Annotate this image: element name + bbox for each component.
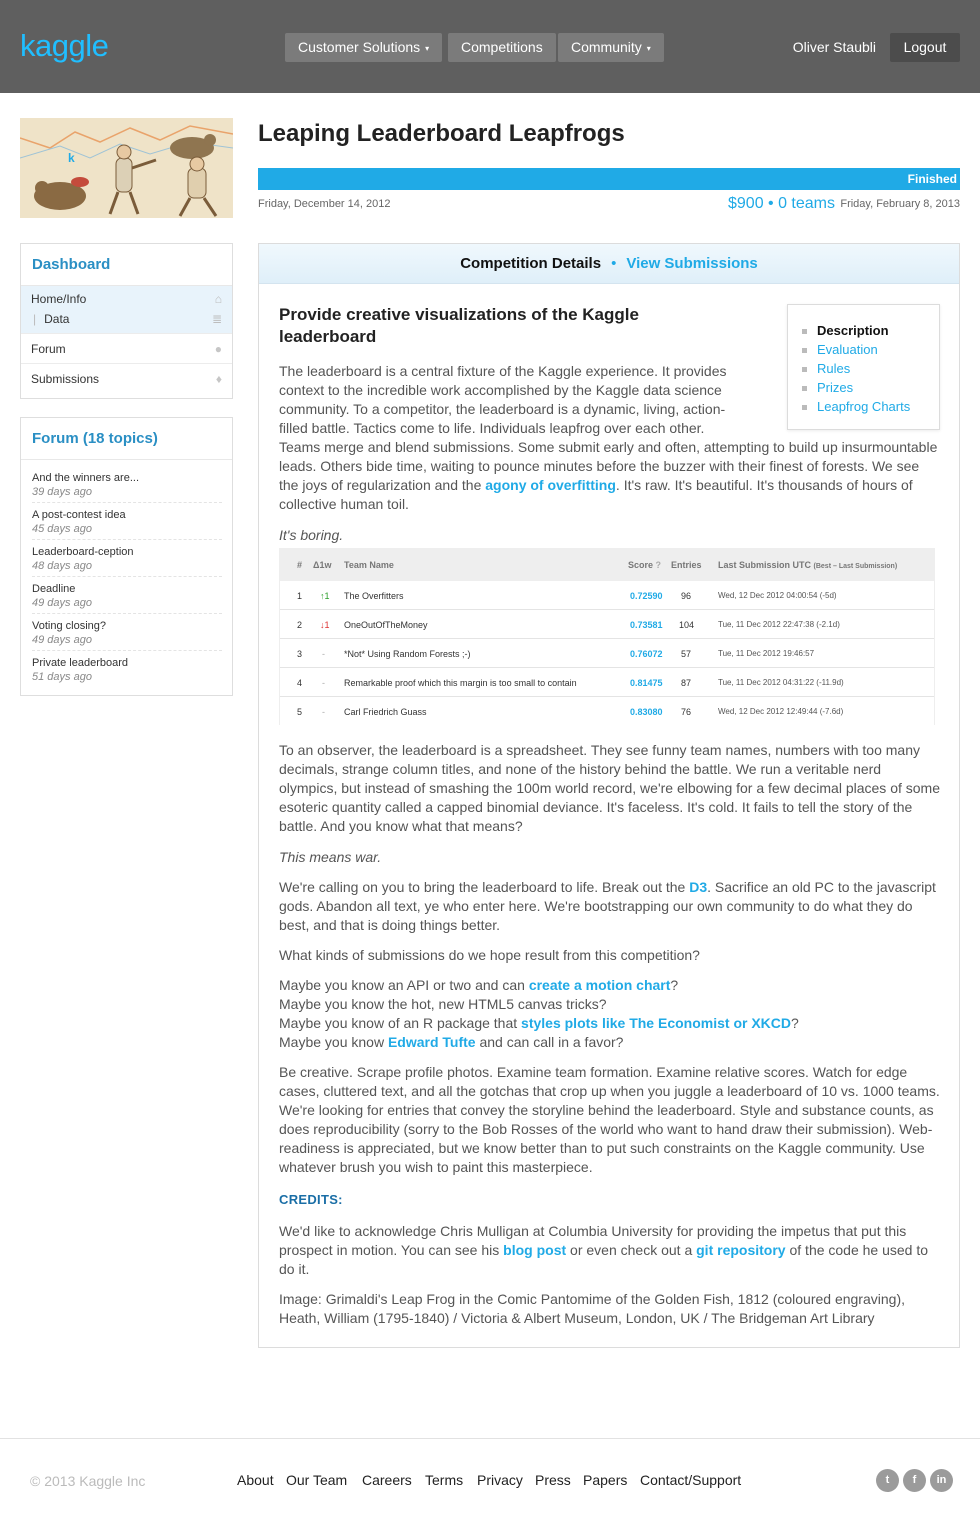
cell-last-submission: Tue, 11 Dec 2012 19:46:57 — [718, 649, 815, 658]
paragraph-observer: To an observer, the leaderboard is a spreadsheet. They see funny team names, numbers with too many decimals, strange column titles, and none of the history behind the battle. We run a veritable nerd olympics, but instead of smashing the 100m world record, we're elbowing for a few decimal places of some esoteric quantity called a capped binomial deviance. It's faceless. It's cold. It fails to tell the story of the battle. And you know what that means? — [279, 742, 940, 834]
forum-link[interactable] — [21, 334, 232, 364]
paragraph-be-creative: Be creative. Scrape profile photos. Examine team formation. Examine relative scores. Watch for edge cases, cluttered text, and all the gotchas that crop up when you juggle a leaderboard of 10 vs. 1000 teams. We're looking for entries that convey the storyline behind the leaderboard. Style and substance counts, as does reproducibility (sorry to the Bob Rosses of the world who want to hand draw their submission). Web-readiness is appreciated, but we know better than to put such constraints on the Kaggle community. Use whatever brush you wish to paint this masterpiece. — [279, 1064, 940, 1175]
cell-team: *Not* Using Random Forests ;-) — [344, 649, 471, 659]
forum-topic[interactable] — [32, 540, 222, 577]
cell-team: OneOutOfTheMoney — [344, 620, 428, 630]
maybe-line: Maybe you know of an R package that styles plots like The Economist or XKCD? — [279, 1015, 799, 1031]
cell-entries: 57 — [681, 649, 692, 659]
competition-title: Leaping Leaderboard Leapfrogs — [258, 120, 625, 147]
leaderboard-row — [280, 581, 934, 610]
panel-tabs — [259, 244, 959, 284]
topic-title[interactable]: Private leaderboard — [32, 657, 129, 669]
cell-last-submission: Tue, 11 Dec 2012 04:31:22 (-11.9d) — [718, 678, 844, 687]
forum-topic[interactable] — [32, 651, 222, 688]
d3-link[interactable]: D3 — [689, 879, 708, 895]
topic-age: 39 days ago — [32, 486, 92, 498]
toc-item-description[interactable] — [802, 321, 939, 340]
prize-teams-summary[interactable]: $900 • 0 teams — [728, 195, 835, 212]
topic-title[interactable]: Leaderboard-ception — [32, 546, 134, 558]
paragraph-text: . It's raw. It's beautiful. It's thousands of hours of collective human toil. — [279, 477, 913, 512]
bullet-icon — [802, 348, 807, 353]
cell-rank: 5 — [297, 707, 303, 717]
credits-heading — [279, 1190, 941, 1209]
maybe-list — [279, 976, 941, 1052]
help-icon: ? — [655, 560, 662, 570]
cell-delta: ↓1 — [320, 620, 330, 630]
linkedin-icon[interactable]: in — [930, 1469, 953, 1492]
toc-item-evaluation[interactable] — [802, 340, 939, 359]
forum-topic[interactable] — [32, 577, 222, 614]
maybe-line: Maybe you know an API or two and can create a motion chart? — [279, 977, 679, 993]
maybe-line: Maybe you know the hot, new HTML5 canvas tricks? — [279, 996, 607, 1012]
topic-title[interactable]: Voting closing? — [32, 620, 106, 632]
cell-team: Remarkable proof which this margin is too small to contain — [344, 678, 577, 688]
cell-score: 0.72590 — [630, 591, 663, 601]
cell-entries: 104 — [679, 620, 695, 630]
nav-customer-solutions[interactable] — [285, 33, 442, 62]
forum-topic-list — [21, 460, 232, 688]
paragraph-leaderboard-intro — [279, 362, 941, 514]
cell-last-submission: Wed, 12 Dec 2012 12:49:44 (-7.6d) — [718, 707, 844, 716]
cell-rank: 3 — [297, 649, 303, 659]
cell-team: The Overfitters — [344, 591, 404, 601]
cell-entries: 96 — [681, 591, 692, 601]
cell-delta: ↑1 — [320, 591, 330, 601]
paragraph-text: . Sacrifice an old PC to the javascript gods. Abandon all text, ye who enter here. We're bootstrapping our own community to do what they do best, and that is doing things better. — [279, 879, 936, 933]
forum-panel — [20, 417, 233, 696]
lightbulb-icon: ♦ — [215, 372, 222, 386]
forum-topic[interactable] — [32, 503, 222, 540]
topic-age: 49 days ago — [32, 597, 92, 609]
kaggle-logo[interactable]: kaggle — [20, 28, 109, 63]
toc-label: Evaluation — [817, 342, 878, 357]
topic-age: 49 days ago — [32, 634, 92, 646]
paragraph-acknowledgement: We'd like to acknowledge Chris Mulligan at Columbia University for providing the impetus that put this prospect in motion. You can see his blog post or even check out a git repository of the code he used to do it. — [279, 1223, 929, 1277]
paragraph-question: What kinds of submissions do we hope result from this competition? — [279, 947, 700, 963]
leaderboard-screenshot — [279, 548, 935, 725]
footer-link-privacy[interactable]: Privacy — [477, 1472, 523, 1488]
forum-title[interactable]: Forum (18 topics) — [21, 418, 232, 460]
competition-progress-bar — [258, 168, 960, 190]
credits-label: CREDITS: — [279, 1192, 343, 1207]
footer-link-press[interactable]: Press — [535, 1472, 571, 1488]
header-entries: Entries — [671, 560, 702, 570]
header-rank: # — [297, 560, 303, 570]
toc-label: Rules — [817, 361, 851, 376]
agony-of-overfitting-link[interactable]: agony of overfitting — [485, 477, 616, 493]
header-team: Team Name — [344, 560, 394, 570]
cell-delta: - — [322, 707, 325, 717]
cell-delta: - — [322, 678, 325, 688]
database-icon: ≣ — [211, 312, 222, 326]
cell-rank: 1 — [297, 591, 303, 601]
cell-delta: - — [322, 649, 325, 659]
cell-rank: 2 — [297, 620, 303, 630]
copyright-text: © 2013 Kaggle Inc — [30, 1473, 146, 1489]
cell-last-submission: Tue, 11 Dec 2012 22:47:38 (-2.1d) — [718, 620, 840, 629]
topic-age: 48 days ago — [32, 560, 92, 572]
edward-tufte-link[interactable]: Edward Tufte — [387, 1034, 476, 1050]
submissions-link[interactable] — [21, 364, 232, 394]
forum-topic[interactable] — [32, 466, 222, 503]
header-last-submission: Last Submission UTC (Best – Last Submission) — [718, 560, 898, 570]
data-label: Data — [44, 312, 70, 326]
economist-xkcd-link[interactable]: styles plots like The Economist or XKCD — [521, 1015, 791, 1031]
paragraph-text: The leaderboard is a central fixture of the Kaggle experience. It provides context to the incredible work accomplished by the Kaggle data science community. To a competitor, the leaderboard is a dynamic, living, action-filled battle. Tactics come to life. Individuals leapfrog over each other. Teams merge and blend submissions. Some submit early and often, attempting to build up insurmountable leads. Others bide time, waiting to pounce minutes before the buzzer with their finest of forests. We see the joys of regularization and the — [279, 363, 938, 493]
caret-down-icon: ▾ — [646, 43, 651, 53]
topic-title[interactable]: And the winners are... — [32, 472, 140, 484]
competition-details-panel — [258, 243, 960, 1348]
nav-label: Community — [571, 39, 642, 55]
competition-banner-image — [20, 118, 233, 218]
header-score: Score ? — [628, 560, 662, 570]
topic-title[interactable]: A post-contest idea — [32, 509, 126, 521]
header-delta: Δ1w — [313, 560, 332, 570]
toc-label: Description — [817, 323, 889, 338]
paragraph-text: We're calling on you to bring the leaderboard to life. Break out the — [279, 879, 690, 895]
footer-link-careers[interactable]: Careers — [362, 1472, 412, 1488]
article-heading: Provide creative visualizations of the Kaggle leaderboard — [279, 305, 639, 346]
leaderboard-row — [280, 668, 934, 697]
dashboard-home-group — [21, 286, 232, 334]
forum-label: Forum — [31, 342, 66, 356]
bullet-icon — [802, 329, 807, 334]
create-motion-chart-link[interactable]: create a motion chart — [528, 977, 671, 993]
dashboard-panel — [20, 243, 233, 399]
footer-link-contact-support[interactable]: Contact/Support — [640, 1472, 742, 1488]
speech-bubble-icon: ● — [214, 342, 222, 356]
leaderboard-row — [280, 610, 934, 639]
maybe-line: Maybe you know Edward Tufte and can call in a favor? — [279, 1034, 624, 1050]
dashboard-title[interactable]: Dashboard — [21, 244, 232, 286]
start-date: Friday, December 14, 2012 — [258, 198, 391, 210]
home-info-link[interactable]: Home/Info — [31, 292, 87, 306]
image-credit-label: Image — [279, 1291, 318, 1307]
blog-post-link[interactable]: blog post — [503, 1242, 567, 1258]
cell-entries: 76 — [681, 707, 692, 717]
cell-score: 0.83080 — [630, 707, 663, 717]
svg-text:k: k — [68, 151, 75, 165]
home-icon: ⌂ — [214, 292, 222, 306]
twitter-icon[interactable]: t — [876, 1469, 899, 1492]
cell-last-submission: Wed, 12 Dec 2012 04:00:54 (-5d) — [718, 591, 837, 600]
user-name-link[interactable]: Oliver Staubli — [792, 39, 876, 55]
nav-competitions[interactable] — [448, 33, 556, 62]
submissions-label: Submissions — [31, 372, 100, 386]
end-date: Friday, February 8, 2013 — [840, 198, 960, 210]
toc-label: Leapfrog Charts — [817, 399, 911, 414]
topic-title[interactable]: Deadline — [32, 583, 76, 595]
image-credit — [279, 1290, 941, 1328]
tab-competition-details[interactable]: Competition Details — [460, 255, 602, 272]
caret-down-icon: ▾ — [425, 43, 430, 53]
topic-age: 45 days ago — [32, 523, 92, 535]
cell-score: 0.73581 — [630, 620, 663, 630]
data-link[interactable]: | Data — [33, 312, 70, 326]
tab-separator: • — [611, 255, 617, 272]
cell-team: Carl Friedrich Guass — [344, 707, 427, 717]
footer-link-about[interactable]: About — [237, 1472, 274, 1488]
logout-button[interactable]: Logout — [890, 33, 960, 62]
footer-link-terms[interactable]: Terms — [425, 1472, 464, 1488]
nav-community[interactable] — [558, 33, 664, 62]
topic-age: 51 days ago — [32, 671, 92, 683]
cell-score: 0.76072 — [630, 649, 663, 659]
leaderboard-row — [280, 639, 934, 668]
cell-entries: 87 — [681, 678, 692, 688]
footer-divider — [0, 1438, 980, 1439]
status-badge: Finished — [907, 172, 957, 186]
leaderboard-header — [280, 548, 934, 581]
nav-label: Customer Solutions — [298, 39, 421, 55]
image-credit-text: : Grimaldi's Leap Frog in the Comic Pantomime of the Golden Fish, 1812 (coloured engraving), Heath, William (1795-1840) / Victoria & Albert Museum, London, UK / The Bridgeman Art Library — [279, 1291, 905, 1326]
cell-score: 0.81475 — [630, 678, 663, 688]
forum-topic[interactable] — [32, 614, 222, 651]
leaderboard-row — [280, 697, 934, 726]
leapfrog-illustration — [20, 118, 233, 218]
top-navigation-bar — [0, 0, 980, 93]
footer-link-our-team[interactable]: Our Team — [286, 1472, 348, 1488]
cell-rank: 4 — [297, 678, 303, 688]
paragraph-call-to-action — [279, 878, 941, 935]
git-repository-link[interactable]: git repository — [696, 1242, 786, 1258]
its-boring-text: It's boring. — [279, 527, 344, 543]
footer-link-papers[interactable]: Papers — [583, 1472, 628, 1488]
toc-label: Prizes — [817, 380, 854, 395]
facebook-icon[interactable]: f — [903, 1469, 926, 1492]
nav-label: Competitions — [461, 39, 543, 55]
tab-view-submissions[interactable]: View Submissions — [626, 255, 758, 272]
this-means-war-text: This means war. — [279, 849, 382, 865]
